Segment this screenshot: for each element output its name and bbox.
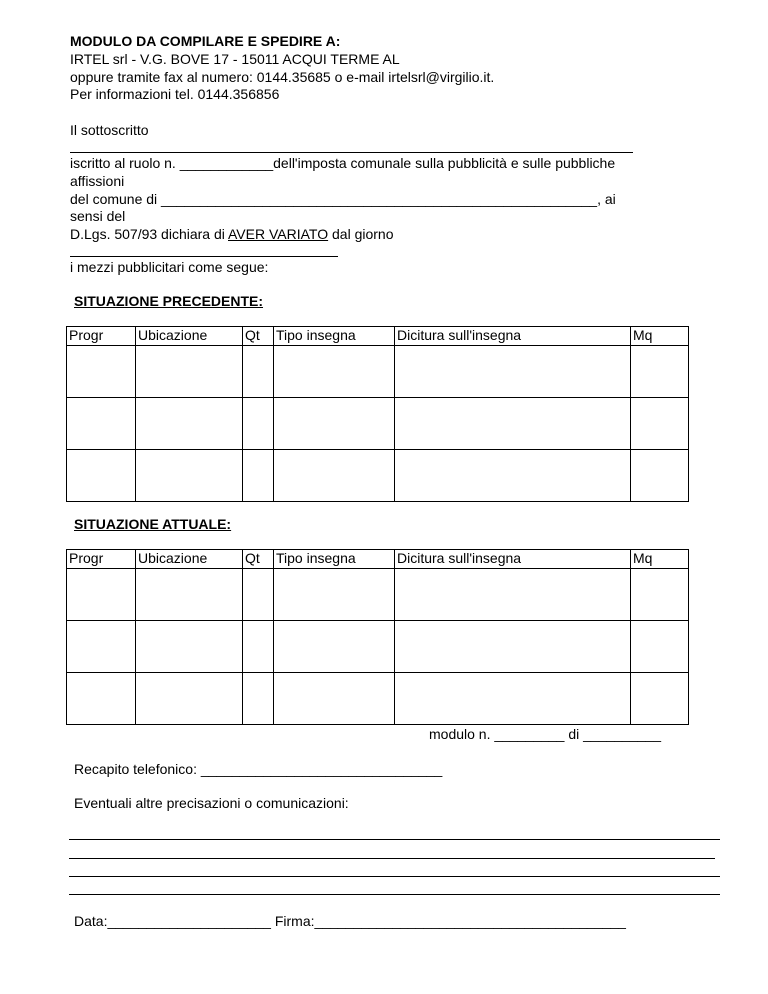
table-cell[interactable]: [274, 450, 395, 502]
notes-line-1[interactable]: [69, 839, 720, 840]
table-cell[interactable]: [631, 673, 689, 725]
table-cell[interactable]: [136, 569, 243, 621]
notes-line-3[interactable]: [69, 876, 720, 877]
notes-line-4[interactable]: [69, 894, 720, 895]
modulo-number-line: modulo n. _________ di __________: [429, 726, 661, 742]
table-cell[interactable]: [67, 450, 136, 502]
dal-giorno-text: dal giorno: [328, 226, 394, 242]
table-cell[interactable]: [136, 398, 243, 450]
table-cell[interactable]: [243, 673, 274, 725]
section-heading-precedente: SITUAZIONE PRECEDENTE:: [74, 293, 264, 309]
table-cell[interactable]: [243, 450, 274, 502]
table-row: [67, 621, 689, 673]
dlgs-line: [70, 226, 394, 242]
col-header-qt: Qt: [243, 550, 274, 569]
table-cell[interactable]: [631, 621, 689, 673]
affissioni-line: affissioni: [70, 173, 125, 189]
form-title: MODULO DA COMPILARE E SPEDIRE A:: [70, 33, 341, 49]
table-precedente: [66, 326, 689, 502]
comune-line: del comune di ________________________________________________________, ai: [70, 191, 616, 207]
recipient-address: IRTEL srl - V.G. BOVE 17 - 15011 ACQUI TERME AL: [70, 51, 400, 67]
table-attuale: [66, 549, 689, 725]
col-header-mq: Mq: [631, 327, 689, 346]
info-phone-line: Per informazioni tel. 0144.356856: [70, 86, 280, 102]
table-cell[interactable]: [136, 621, 243, 673]
col-header-tipo-insegna: Tipo insegna: [274, 550, 395, 569]
fax-email-line: oppure tramite fax al numero: 0144.35685 o e-mail irtelsrl@virgilio.it.: [70, 69, 495, 85]
table-row: [67, 569, 689, 621]
section-heading-attuale: SITUAZIONE ATTUALE:: [74, 516, 232, 532]
table-cell[interactable]: [274, 673, 395, 725]
table-cell[interactable]: [274, 569, 395, 621]
table-cell[interactable]: [243, 621, 274, 673]
table-cell[interactable]: [274, 398, 395, 450]
table-row: [67, 673, 689, 725]
table-cell[interactable]: [243, 569, 274, 621]
col-header-progr: Progr: [67, 327, 136, 346]
table-cell[interactable]: [67, 569, 136, 621]
table-cell[interactable]: [67, 346, 136, 398]
table-header-row: [67, 550, 689, 569]
table-cell[interactable]: [274, 621, 395, 673]
aver-variato-text: AVER VARIATO: [228, 226, 329, 242]
table-cell[interactable]: [395, 346, 631, 398]
sottoscritto-label: Il sottoscritto: [70, 122, 149, 138]
ruolo-line: iscritto al ruolo n. ____________dell'imposta comunale sulla pubblicità e sulle pubbliche: [70, 155, 616, 171]
mezzi-line: i mezzi pubblicitari come segue:: [70, 259, 269, 275]
table-cell[interactable]: [631, 346, 689, 398]
col-header-tipo-insegna: Tipo insegna: [274, 327, 395, 346]
col-header-dicitura: Dicitura sull'insegna: [395, 550, 631, 569]
table-cell[interactable]: [243, 398, 274, 450]
table-cell[interactable]: [67, 673, 136, 725]
dlgs-text: D.Lgs. 507/93 dichiara di: [70, 226, 228, 242]
table-row: [67, 346, 689, 398]
col-header-ubicazione: Ubicazione: [136, 327, 243, 346]
table-header-row: [67, 327, 689, 346]
table-cell[interactable]: [243, 346, 274, 398]
col-header-ubicazione: Ubicazione: [136, 550, 243, 569]
table-cell[interactable]: [631, 398, 689, 450]
table-cell[interactable]: [136, 673, 243, 725]
table-row: [67, 450, 689, 502]
col-header-mq: Mq: [631, 550, 689, 569]
table-row: [67, 398, 689, 450]
notes-line-2[interactable]: [69, 858, 715, 859]
table-cell[interactable]: [631, 569, 689, 621]
precisazioni-label: Eventuali altre precisazioni o comunicazioni:: [74, 795, 349, 811]
col-header-progr: Progr: [67, 550, 136, 569]
col-header-dicitura: Dicitura sull'insegna: [395, 327, 631, 346]
table-cell[interactable]: [67, 398, 136, 450]
data-firma-line: Data:_____________________ Firma:________________________________________: [74, 913, 626, 929]
date-line[interactable]: [70, 256, 338, 257]
table-cell[interactable]: [136, 450, 243, 502]
table-cell[interactable]: [395, 621, 631, 673]
table-cell[interactable]: [395, 450, 631, 502]
table-cell[interactable]: [136, 346, 243, 398]
sensi-line: sensi del: [70, 208, 126, 224]
table-cell[interactable]: [631, 450, 689, 502]
sottoscritto-name-line[interactable]: [70, 152, 633, 153]
col-header-qt: Qt: [243, 327, 274, 346]
table-cell[interactable]: [274, 346, 395, 398]
table-cell[interactable]: [395, 569, 631, 621]
table-cell[interactable]: [67, 621, 136, 673]
recapito-telefonico-line: Recapito telefonico: _______________________________: [74, 761, 443, 777]
table-cell[interactable]: [395, 398, 631, 450]
table-cell[interactable]: [395, 673, 631, 725]
